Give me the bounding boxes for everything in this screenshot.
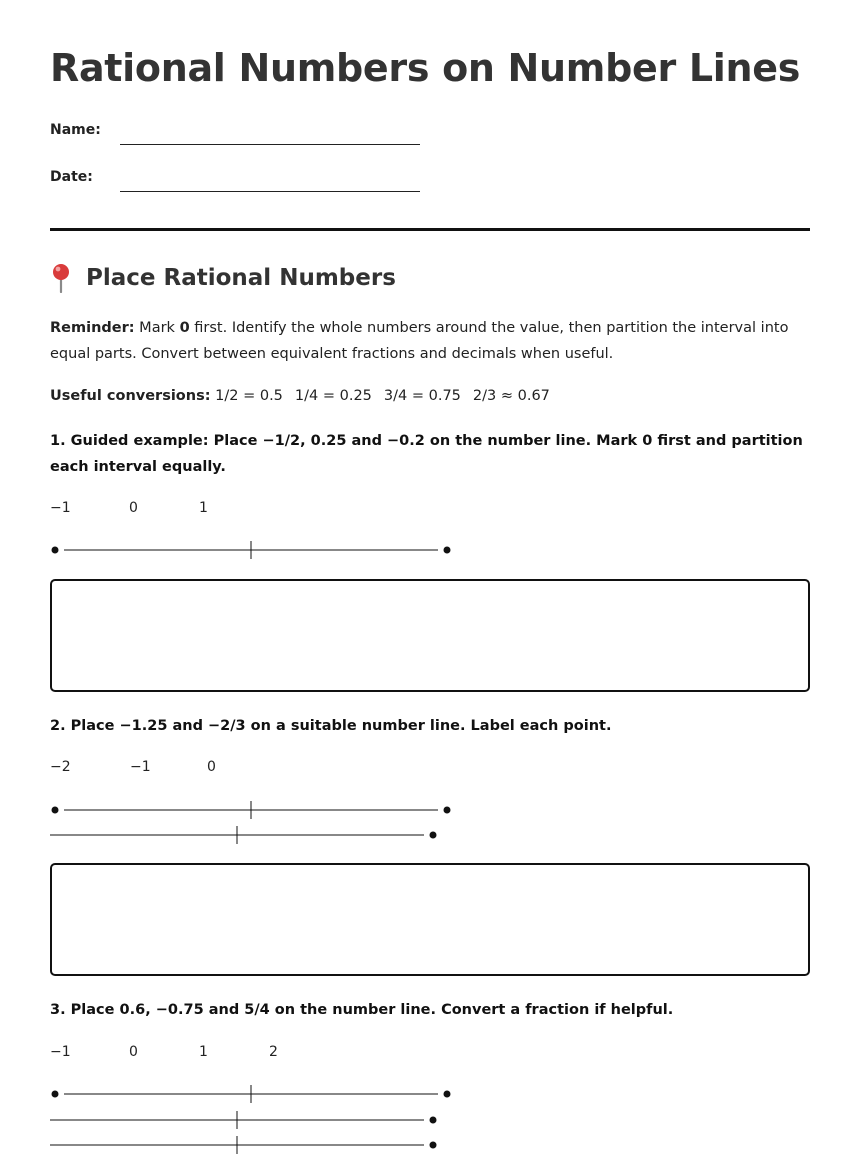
date-field[interactable] xyxy=(120,191,420,192)
conversions-label: Useful conversions: xyxy=(50,388,211,404)
number-line-endpoint xyxy=(430,1117,437,1124)
conversions-line xyxy=(50,383,810,409)
question-2-text: 2. Place −1.25 and −2/3 on a suitable number line. Label each point. xyxy=(50,718,612,734)
tick-label: 0 xyxy=(129,1044,138,1060)
number-line-endpoint xyxy=(444,807,451,814)
number-line-1 xyxy=(40,535,470,565)
question-3-text: 3. Place 0.6, −0.75 and 5/4 on the number line. Convert a fraction if helpful. xyxy=(50,1002,674,1018)
section-title: Place Rational Numbers xyxy=(86,265,396,291)
tick-label: 2 xyxy=(269,1044,278,1060)
header-divider xyxy=(50,228,810,231)
pushpin-icon xyxy=(50,263,72,293)
answer-box-2[interactable] xyxy=(50,863,810,976)
reminder-text: Reminder: Mark 0 first. Identify the whole numbers around the value, then partition the interval into equal parts. Convert between equivalent fractions and decimals when useful. xyxy=(50,320,789,362)
question-1-text: 1. Guided example: Place −1/2, 0.25 and −0.2 on the number line. Mark 0 first and partition each interval equally. xyxy=(50,433,803,475)
section-heading xyxy=(50,263,396,293)
conversion-item: 3/4 = 0.75 xyxy=(383,388,461,404)
number-line-endpoint xyxy=(444,547,451,554)
name-label: Name: xyxy=(50,122,101,138)
number-line-2 xyxy=(40,795,470,849)
conversion-item: 1/4 = 0.25 xyxy=(294,388,372,404)
name-field[interactable] xyxy=(120,144,420,145)
number-line-endpoint xyxy=(430,1142,437,1149)
number-line-3 xyxy=(40,1079,470,1159)
page-title: Rational Numbers on Number Lines xyxy=(50,46,801,90)
tick-label: 1 xyxy=(199,500,208,516)
number-line-endpoint xyxy=(52,1091,59,1098)
conversion-item: 1/2 = 0.5 xyxy=(215,388,283,404)
number-line-endpoint xyxy=(430,832,437,839)
date-label: Date: xyxy=(50,169,93,185)
number-line-endpoint xyxy=(52,807,59,814)
tick-label: −1 xyxy=(50,1044,71,1060)
tick-label: 0 xyxy=(129,500,138,516)
tick-label: 0 xyxy=(207,759,216,775)
number-line-endpoint xyxy=(52,547,59,554)
tick-label: −1 xyxy=(50,500,71,516)
tick-label: −1 xyxy=(130,759,151,775)
tick-label: 1 xyxy=(199,1044,208,1060)
answer-box-1[interactable] xyxy=(50,579,810,692)
reminder-label: Reminder: xyxy=(50,320,135,336)
tick-label: −2 xyxy=(50,759,71,775)
conversion-item: 2/3 ≈ 0.67 xyxy=(472,388,550,404)
number-line-endpoint xyxy=(444,1091,451,1098)
